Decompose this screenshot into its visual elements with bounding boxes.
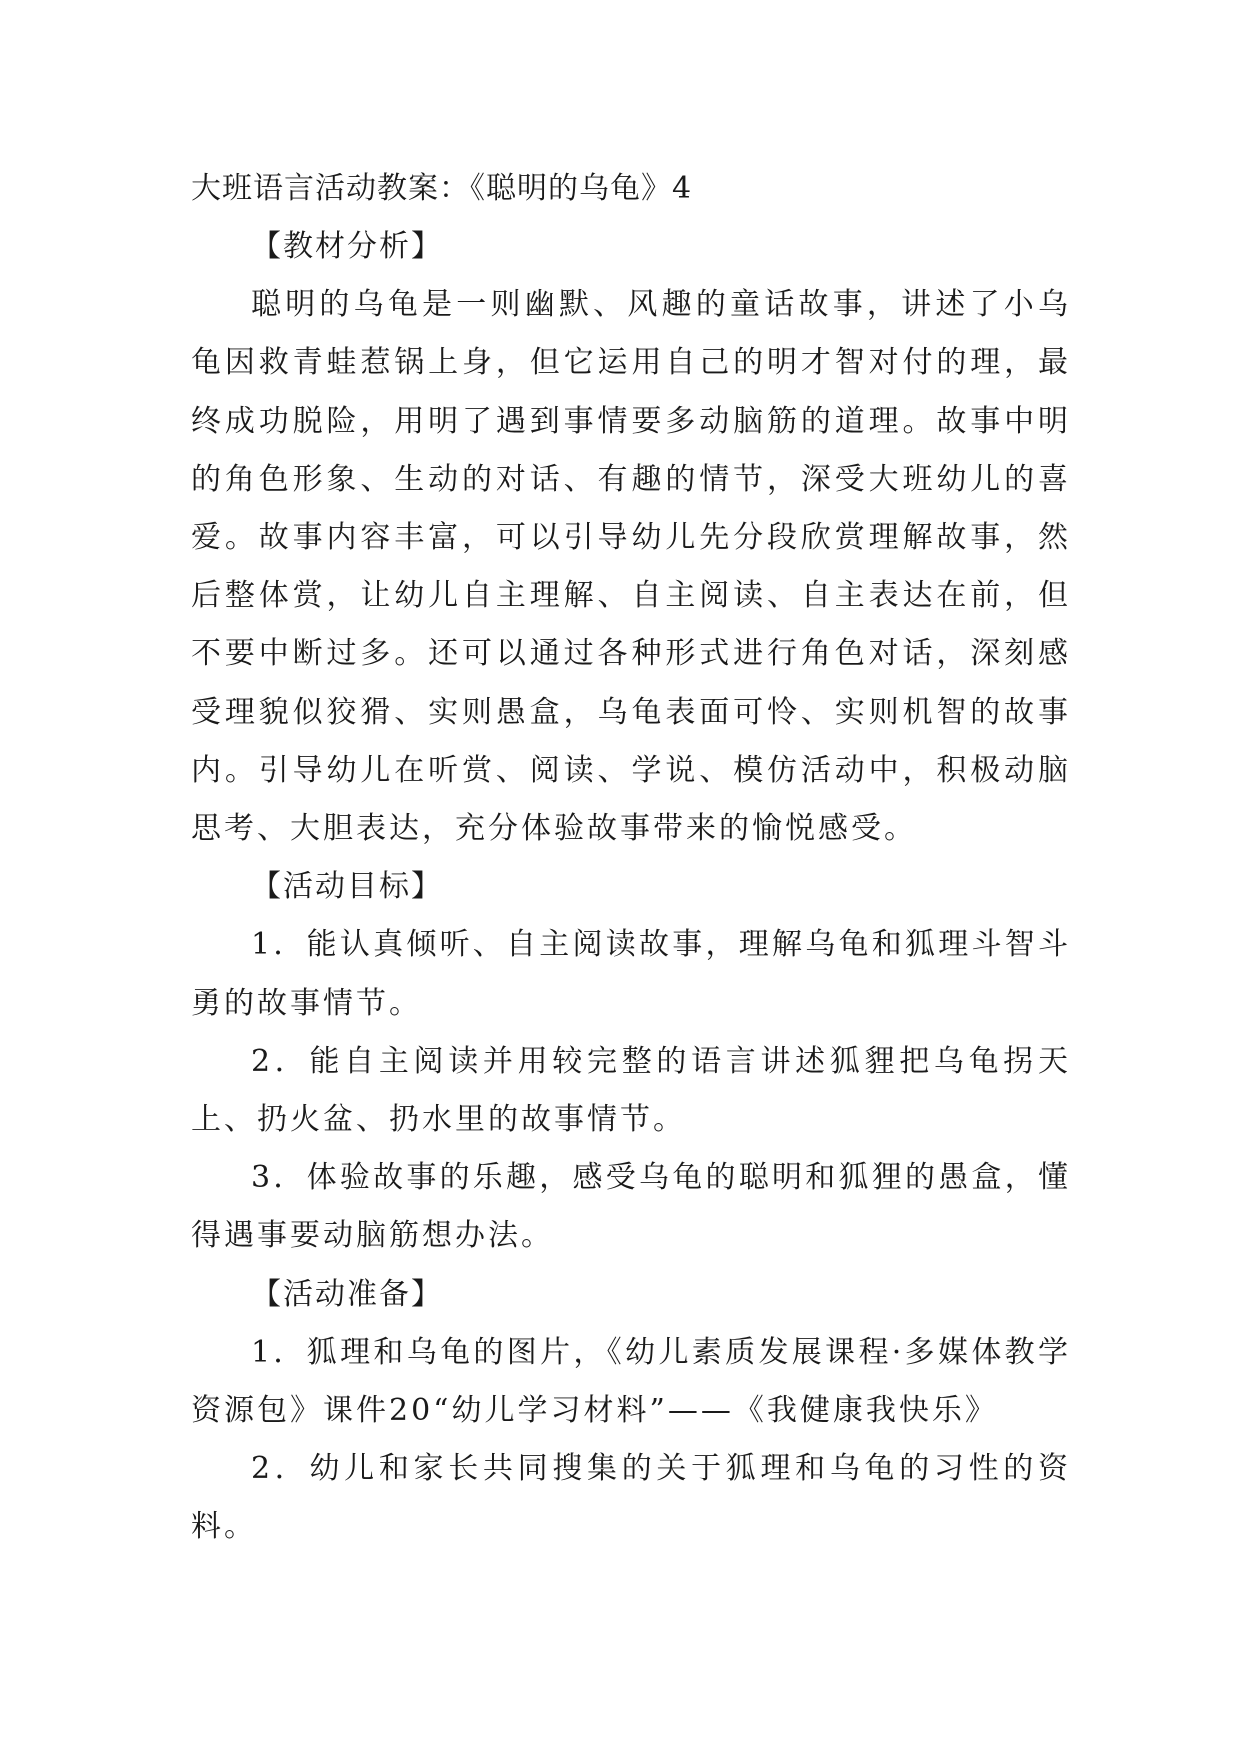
paragraph: 2．幼儿和家长共同搜集的关于狐理和乌龟的习性的资料。 [191,1451,1071,1545]
document-page [191,160,1071,1557]
section-heading: 【活动目标】 [251,869,443,905]
paragraph: 2．能自主阅读并用较完整的语言讲述狐貍把乌龟拐天上、扔火盆、扔水里的故事情节。 [191,1043,1071,1138]
section-activity-preparation [191,1266,1071,1557]
paragraph: 聪明的乌龟是一则幽默、风趣的童话故事，讲述了小乌龟因救青蛙惹锅上身，但它运用自己的明才智对付的理，最终成功脱险，用明了遇到事情要多动脑筋的道理。故事中明的角色形象、生动的对话、有趣的情节，深受大班幼儿的喜爱。故事内容丰富，可以引导幼儿先分段欣赏理解故事，然后整体赏，让幼儿自主理解、自主阅读、自主表达在前，但不要中断过多。还可以通过各种形式进行角色对话，深刻感受理貌似狡猾、实则愚盒，乌龟表面可怜、实则机智的故事内。引导幼儿在听赏、阅读、学说、模仿活动中，积极动脑思考、大胆表达，充分体验故事带来的愉悦感受。 [191,287,1071,847]
section-heading: 【教材分析】 [251,229,443,264]
section-activity-goals [191,858,1071,1265]
section-heading: 【活动准备】 [251,1276,443,1312]
paragraph: 1．能认真倾听、自主阅读故事，理解乌龟和狐理斗智斗勇的故事情节。 [191,927,1071,1021]
section-teaching-analysis [191,218,1071,858]
paragraph: 3．体验故事的乐趣，感受乌龟的聪明和狐狸的愚盒，懂得遇事要动脑筋想办法。 [191,1160,1071,1254]
paragraph: 1．狐理和乌龟的图片，《幼儿素质发展课程·多媒体教学资源包》课件20“幼儿学习材料”——《我健康我快乐》 [191,1334,1071,1429]
document-title: 大班语言活动教案：《聪明的乌龟》4 [191,171,693,206]
